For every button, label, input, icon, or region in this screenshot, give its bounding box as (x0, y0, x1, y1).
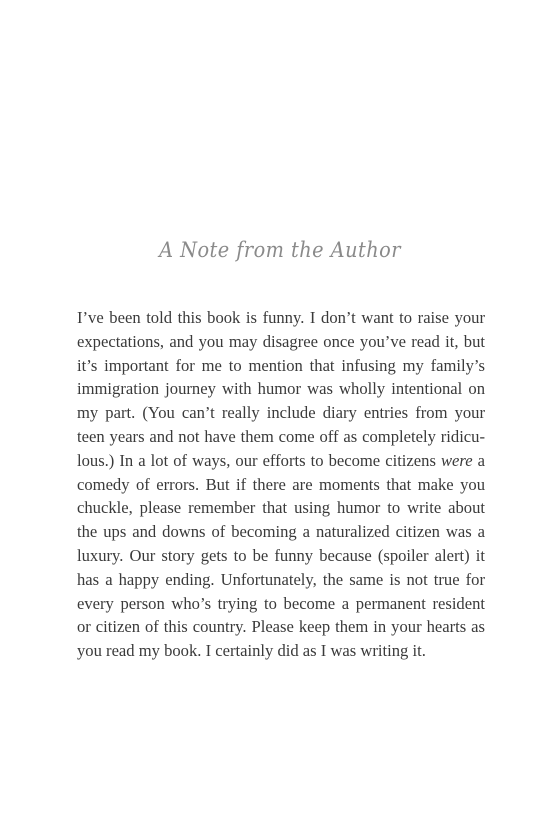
text-line: immigration journey with humor was wholly intentional on (77, 379, 485, 399)
text-line: it’s important for me to mention that infusing my family’s (77, 355, 485, 375)
text-line: every person who’s trying to become a permanent resident (77, 593, 485, 613)
text-segment: lous.) In a lot of ways, our efforts to become citizens (77, 450, 441, 470)
text-line: expectations, and you may disagree once you’ve read it, but (77, 331, 485, 351)
text-line: the ups and downs of becoming a naturalized citizen was a (77, 522, 485, 542)
emphasis-text: were (440, 450, 473, 470)
text-line: you read my book. I certainly did as I was writing it. (77, 641, 426, 661)
text-line: teen years and not have them come off as completely ridicu- (77, 426, 485, 446)
text-line: luxury. Our story gets to be funny because (spoiler alert) it (77, 545, 485, 565)
text-line: or citizen of this country. Please keep them in your hearts as (77, 617, 485, 637)
text-segment: a (472, 450, 486, 470)
text-line: my part. (You can’t really include diary entries from your (77, 403, 485, 423)
text-line: chuckle, please remember that using humor to write about (77, 498, 485, 518)
author-note-paragraph (77, 306, 485, 663)
text-line (77, 449, 485, 473)
text-line: I’ve been told this book is funny. I don’t want to raise your (77, 308, 485, 327)
text-line: comedy of errors. But if there are moments that make you (77, 474, 485, 494)
page-title: A Note from the Author (159, 238, 401, 262)
text-line: has a happy ending. Unfortunately, the same is not true for (77, 569, 485, 589)
